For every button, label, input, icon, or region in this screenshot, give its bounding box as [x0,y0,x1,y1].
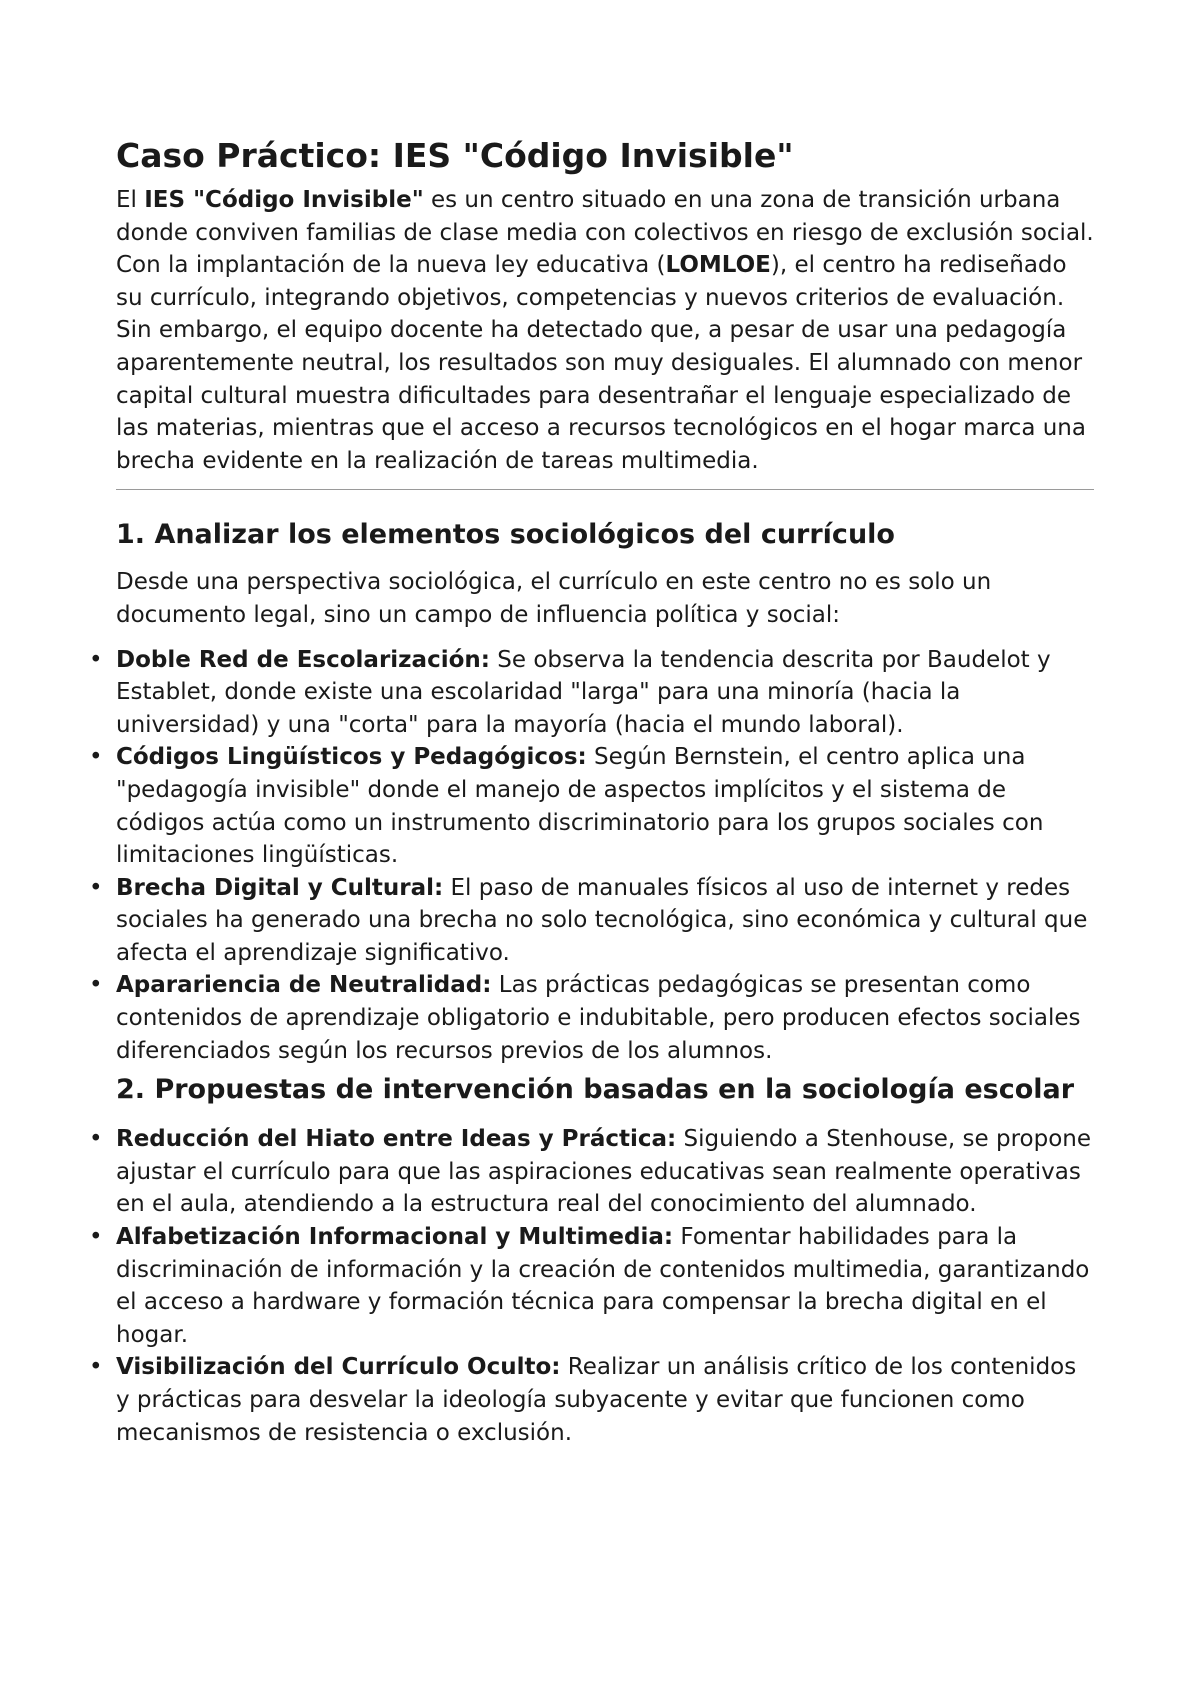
list-item [89,1351,1094,1449]
list-item-text: El paso de manuales físicos al uso de internet y redes sociales ha generado una brecha no solo tecnológica, sino económica y cultural que afecta el aprendizaje significativo. [116,874,1088,966]
list-item [89,969,1094,1067]
list-item-label: Aparariencia de Neutralidad: [116,972,492,999]
list-item-label: Códigos Lingüísticos y Pedagógicos: [116,744,587,771]
list-item-label: Alfabetización Informacional y Multimedia: [116,1224,674,1251]
bullet-icon: • [89,646,103,673]
bullet-icon: • [89,1224,103,1251]
intro-bold-law: LOMLOE [665,252,771,279]
list-item-label: Brecha Digital y Cultural: [116,874,444,901]
bullet-icon: • [89,1354,103,1381]
bullet-icon: • [89,1126,103,1153]
bullet-icon: • [89,744,103,771]
list-item-text: Siguiendo a Stenhouse, se propone ajustar el currículo para que las aspiraciones educativas sean realmente operativas en el aula, atendiendo a la estructura real del conocimiento del alumnado. [116,1126,1092,1218]
section1-intro: Desde una perspectiva sociológica, el currículo en este centro no es solo un documento legal, sino un campo de influencia política y social: [116,569,992,628]
intro-text-3: ), el centro ha rediseñado su currículo, integrando objetivos, competencias y nuevos criterios de evaluación. Sin embargo, el equipo docente ha detectado que, a pesar de usar una pedagogía aparentemente neutral, los resultados son muy desiguales. El alumnado con menor capital cultural muestra dificultades para desentrañar el lenguaje especializado de las materias, mientras que el acceso a recursos tecnológicos en el hogar marca una brecha evidente en la realización de tareas multimedia. [116,252,1086,474]
list-item-label: Doble Red de Escolarización: [116,646,490,673]
section1-heading: 1. Analizar los elementos sociológicos del currículo [116,519,895,551]
list-item [89,644,1094,742]
list-item-label: Reducción del Hiato entre Ideas y Práctica: [116,1126,677,1153]
list-item [89,1123,1094,1221]
list-item-label: Visibilización del Currículo Oculto: [116,1354,561,1381]
list-item-text: Fomentar habilidades para la discriminación de información y la creación de contenidos multimedia, garantizando el acceso a hardware y formación técnica para compensar la brecha digital en el hogar. [116,1224,1090,1348]
intro-text-1: El [116,187,145,213]
list-item [89,741,1094,871]
list-item-text: Según Bernstein, el centro aplica una "pedagogía invisible" donde el manejo de aspectos implícitos y el sistema de códigos actúa como un instrumento discriminatorio para los grupos sociales con limitaciones lingüísticas. [116,744,1044,869]
intro-paragraph [116,184,1094,477]
list-item-text: Se observa la tendencia descrita por Baudelot y Establet, donde existe una escolaridad "larga" para una minoría (hacia la universidad) y una "corta" para la mayoría (hacia el mundo laboral). [116,646,1051,738]
list-item-text: Las prácticas pedagógicas se presentan como contenidos de aprendizaje obligatorio e indubitable, pero producen efectos sociales diferenciados según los recursos previos de los alumnos. [116,972,1081,1064]
intro-bold-school: IES "Código Invisible" [144,187,424,213]
section-divider [116,489,1094,490]
section1-list [89,644,1094,1068]
list-item-text: Realizar un análisis crítico de los contenidos y prácticas para desvelar la ideología subyacente y evitar que funcionen como mecanismos de resistencia o exclusión. [116,1354,1077,1446]
page-title: Caso Práctico: IES "Código Invisible" [116,136,794,175]
bullet-icon: • [89,874,103,901]
list-item [89,872,1094,970]
section2-heading: 2. Propuestas de intervención basadas en la sociología escolar [116,1074,1075,1106]
list-item [89,1221,1094,1351]
intro-text-2: es un centro situado en una zona de transición urbana donde conviven familias de clase media con colectivos en riesgo de exclusión social. Con la implantación de la nueva ley educativa ( [116,187,1094,279]
section2-list [89,1123,1094,1449]
bullet-icon: • [89,972,103,999]
